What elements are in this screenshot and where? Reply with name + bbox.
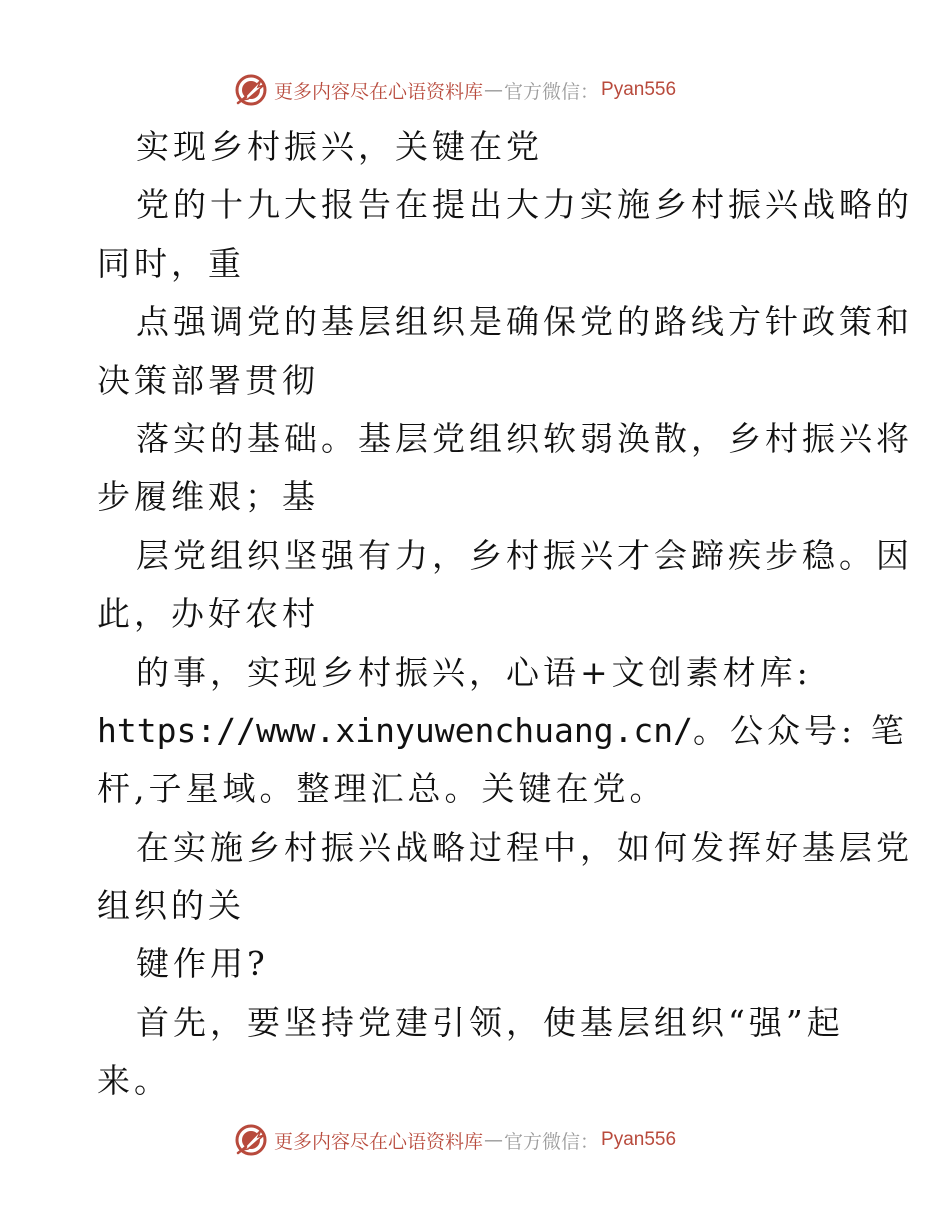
title-line: 实现乡村振兴，关键在党: [136, 127, 543, 166]
quill-logo-icon: [234, 73, 268, 107]
paragraph-line: 组织的关: [97, 886, 245, 926]
quill-logo-icon: [234, 1123, 268, 1157]
header-watermark-banner: [234, 73, 676, 107]
document-body: [97, 118, 913, 1111]
url-line-suffix: 。公众号: 笔: [693, 710, 908, 750]
banner-text: 更多内容尽在心语资料库: [274, 80, 484, 103]
paragraph-line: 点强调党的基层组织是确保党的路线方针政策和: [136, 302, 913, 342]
paragraph-line: 同时，重: [97, 243, 245, 283]
paragraph-line: 杆,子星域。整理汇总。关键在党。: [97, 769, 667, 809]
banner-separator: —: [484, 79, 504, 101]
paragraph-line: 决策部署贯彻: [97, 360, 319, 400]
paragraph-line: 此，办好农村: [97, 594, 319, 634]
paragraph-line: 首先，要坚持党建引领，使基层组织“强”起: [136, 1002, 844, 1042]
banner-text: 更多内容尽在心语资料库: [274, 1130, 484, 1153]
paragraph-line: 党的十九大报告在提出大力实施乡村振兴战略的: [136, 185, 913, 225]
paragraph-line: 键作用?: [136, 944, 269, 984]
url-line: [97, 702, 908, 760]
paragraph-line: 层党组织坚强有力，乡村振兴才会蹄疾步稳。因: [136, 535, 913, 575]
banner-wechat-label: 官方微信：: [504, 80, 600, 103]
paragraph-line: 来。: [97, 1061, 171, 1101]
banner-wechat-id: Pyan556: [601, 1129, 677, 1150]
paragraph-line: 的事，实现乡村振兴，心语+文创素材库:: [136, 652, 812, 692]
paragraph-line: 在实施乡村振兴战略过程中，如何发挥好基层党: [136, 827, 913, 867]
footer-watermark-banner: [234, 1123, 676, 1157]
banner-separator: —: [484, 1129, 504, 1151]
paragraph-line: 步履维艰；基: [97, 477, 319, 517]
website-link[interactable]: https://www.xinyuwenchuang.cn/: [97, 710, 694, 750]
banner-wechat-label: 官方微信：: [504, 1130, 600, 1153]
paragraph-line: 落实的基础。基层党组织软弱涣散，乡村振兴将: [136, 418, 913, 458]
banner-wechat-id: Pyan556: [601, 79, 677, 100]
